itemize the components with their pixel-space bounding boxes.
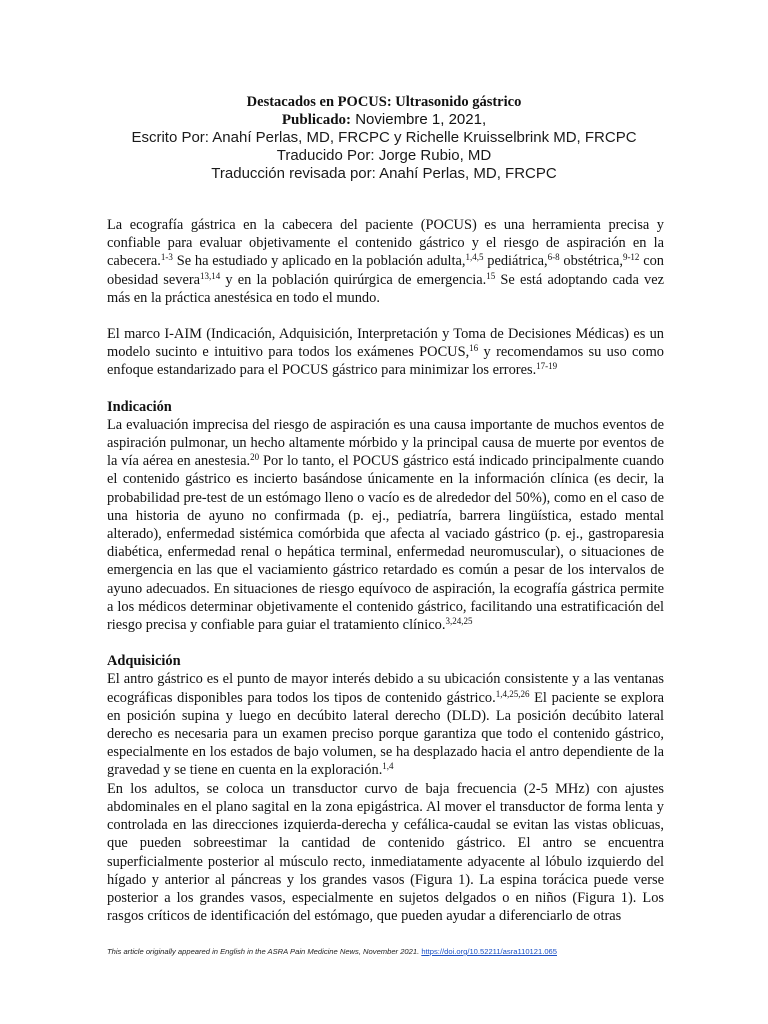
reviewer-line: Traducción revisada por: Anahí Perlas, MD, FRCPC [211, 165, 557, 182]
citation-superscript: 20 [250, 452, 260, 463]
published-date: Noviembre 1, 2021, [351, 111, 487, 128]
section-heading-indicacion: Indicación [107, 398, 172, 415]
intro-paragraph-1: La ecografía gástrica en la cabecera del paciente (POCUS) es una herramienta precisa y confiable para evaluar objetivamente el contenido gástrico y el riesgo de aspiración en la cabecera.$^{1-3}$ Se ha estudiado y aplicado en la población adulta,$^{1,4,5}$ pediátrica,$^{6-8}$ obstétrica,$^{9-12}$ con obesidad severa$^{13,14}$ y en la población quirúrgica de emergencia.$^{15}$ Se está adoptando cada vez más en la práctica anestésica en todo el mundo. [107, 217, 664, 306]
translator-line: Traducido Por: Jorge Rubio, MD [276, 147, 492, 164]
citation-superscript: 1,4 [382, 761, 394, 772]
adquisicion-paragraph-2: En los adultos, se coloca un transductor curvo de baja frecuencia (2-5 MHz) con ajustes abdominales en el plano sagital en la zona epigástrica. Al mover el transductor de forma lenta y controlada en las direcciones izquierda-derecha y cefálica-caudal se evitan las vistas oblicuas, que pueden sobreestimar la cantidad de contenido gástrico. El antro se encuentra superficialmente posterior al músculo recto, inmediatamente adyacente al lóbulo izquierdo del hígado y anterior al páncreas y los grandes vasos (Figura 1). La espina torácica puede verse posterior a los grandes vasos, especialmente en sujetos delgados o en niños (Figura 1). Los rasgos críticos de identificación del estómago, que pueden ayudar a diferenciarlo de otras [107, 780, 664, 925]
citation-superscript: 13,14 [200, 270, 221, 281]
article-header [0, 93, 768, 183]
citation-superscript: 3,24,25 [445, 616, 473, 627]
citation-superscript: 9-12 [622, 252, 640, 263]
footer-text: This article originally appeared in English in the ASRA Pain Medicine News, November 2021. [107, 947, 422, 956]
article-title: Destacados en POCUS: Ultrasonido gástrico [246, 94, 522, 110]
citation-superscript: 6-8 [547, 252, 560, 263]
published-label: Publicado: [281, 112, 352, 128]
section-heading-adquisicion: Adquisición [107, 653, 181, 670]
citation-superscript: 16 [469, 343, 479, 354]
published-line [0, 111, 768, 129]
footer-note [107, 947, 707, 956]
article-body [107, 216, 664, 925]
authors-line: Escrito Por: Anahí Perlas, MD, FRCPC y Richelle Kruisselbrink MD, FRCPC [131, 129, 637, 146]
citation-superscript: 1,4,25,26 [495, 688, 530, 699]
citation-superscript: 15 [486, 270, 496, 281]
indicacion-paragraph: La evaluación imprecisa del riesgo de aspiración es una causa importante de muchos eventos de aspiración pulmonar, un hecho altamente mórbido y la principal causa de muerte por eventos de la vía aérea en anestesia.$^{20}$ Por lo tanto, el POCUS gástrico está indicado principalmente cuando el contenido gástrico es incierto basándose únicamente en la información clínica (es decir, la probabilidad pre-test de un estómago lleno o vacío es de alrededor del 50%), como en el caso de una historia de ayuno no confirmada (p. ej., pediatría, barrera lingüística, estado mental alterado), enfermedad sistémica comórbida que afecta al vaciado gástrico (p. ej., gastroparesia diabética, enfermedad renal o hepática terminal, enfermedad neuromuscular), o situaciones de emergencia en las que el vaciamiento gástrico retardado es común a pesar de los intervalos de ayuno adecuados. En situaciones de riesgo equívoco de aspiración, la ecografía gástrica permite a los médicos determinar objetivamente el contenido gástrico, facilitando una estratificación del riesgo precisa y confiable para guiar el tratamiento clínico.$^{3,24,25}$ [107, 416, 665, 634]
citation-superscript: 1-3 [160, 252, 173, 263]
intro-paragraph-2: El marco I-AIM (Indicación, Adquisición, Interpretación y Toma de Decisiones Médicas) es un modelo sucinto e intuitivo para todos los exámenes POCUS,$^{16}$ y recomendamos su uso como enfoque estandarizado para el POCUS gástrico para minimizar los errores.$^{17-19}$ [107, 326, 664, 379]
citation-superscript: 1,4,5 [465, 252, 484, 263]
citation-superscript: 17-19 [536, 361, 558, 372]
adquisicion-paragraph-1: El antro gástrico es el punto de mayor interés debido a su ubicación consistente y a las ventanas ecográficas disponibles para todos los tipos de contenido gástrico.$^{1,4,25,26}$ El paciente se explora en posición supina y luego en decúbito lateral derecho (DLD). La posición decúbito lateral derecho es necesaria para un examen preciso porque garantiza que todo el contenido gástrico, especialmente en los estados de bajo volumen, se ha desplazado hacia el antro dependiente de la gravedad y se tiene en cuenta en la exploración.$^{1,4}$ [107, 671, 664, 779]
doi-link[interactable]: https://doi.org/10.52211/asra110121.065 [421, 947, 557, 956]
